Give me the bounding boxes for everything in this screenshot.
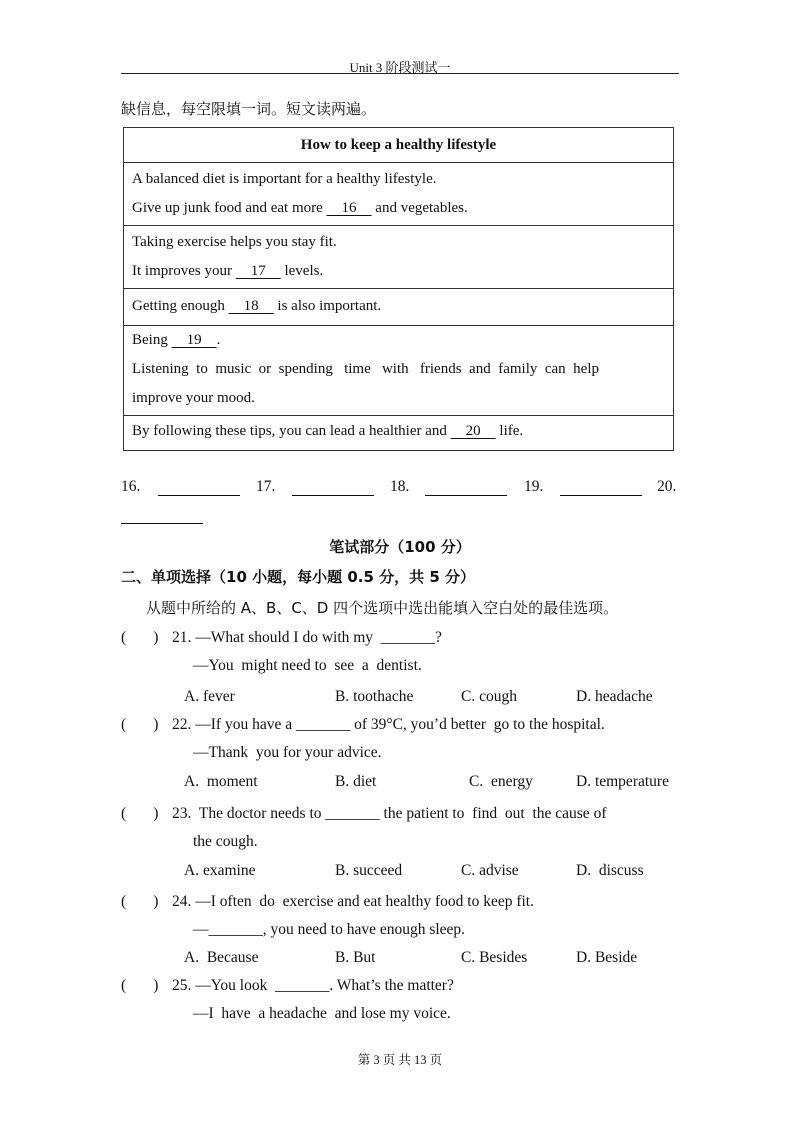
q23-stem-cont: the cough. [193, 833, 258, 850]
q21-option-b: B. toothache [335, 688, 414, 705]
table-row-sleep: Getting enough 18 is also important. [124, 289, 674, 326]
q22-option-c: C. energy [469, 773, 533, 790]
q22-option-d: D. temperature [576, 773, 669, 790]
blank-18: 18 [243, 298, 259, 314]
q22-answer-paren[interactable]: ( ) [121, 716, 159, 733]
answer-label-20: 20. [657, 478, 677, 495]
q22-option-b: B. diet [335, 773, 377, 790]
q24-option-c: C. Besides [461, 949, 528, 966]
answer-label-16: 16. [121, 478, 141, 495]
q24-option-a: A. Because [184, 949, 259, 966]
q24-answer-paren[interactable]: ( ) [121, 893, 159, 910]
answer-blank-19[interactable] [560, 479, 642, 496]
written-section-heading: 笔试部分（100 分） [329, 538, 471, 556]
answer-label-17: 17. [256, 478, 276, 495]
answer-blank-20[interactable] [121, 507, 203, 524]
q23-option-c: C. advise [461, 862, 519, 879]
q21-stem: 21. —What should I do with my _______? [172, 629, 442, 646]
section2-heading: 二、单项选择（10 小题，每小题 0.5 分，共 5 分） [121, 568, 475, 586]
blank-20: 20 [465, 423, 481, 439]
q21-reply: —You might need to see a dentist. [193, 657, 422, 674]
table-row-conclusion: By following these tips, you can lead a healthier and 20 life. [124, 416, 674, 451]
page-footer: 第 3 页 共 13 页 [357, 1053, 443, 1067]
table-title: How to keep a healthy lifestyle [124, 128, 674, 163]
page-header: Unit 3 阶段测试一 [349, 60, 451, 75]
info-table [123, 127, 674, 451]
q22-option-a: A. moment [184, 773, 258, 790]
answer-label-18: 18. [390, 478, 410, 495]
q25-answer-paren[interactable]: ( ) [121, 977, 159, 994]
q24-option-b: B. But [335, 949, 376, 966]
q22-stem: 22. —If you have a _______ of 39°C, you’d better go to the hospital. [172, 716, 605, 733]
q23-option-b: B. succeed [335, 862, 403, 879]
q23-stem: 23. The doctor needs to _______ the patient to find out the cause of [172, 805, 607, 822]
q21-option-a: A. fever [184, 688, 235, 705]
q23-answer-paren[interactable]: ( ) [121, 805, 159, 822]
q22-reply: —Thank you for your advice. [193, 744, 382, 761]
blank-17: 17 [250, 263, 266, 279]
answer-label-19: 19. [524, 478, 544, 495]
answer-blank-17[interactable] [292, 479, 374, 496]
q24-reply: —_______, you need to have enough sleep. [193, 921, 466, 938]
q25-stem: 25. —You look _______. What’s the matter? [172, 977, 454, 994]
q23-option-d: D. discuss [576, 862, 644, 879]
q24-stem: 24. —I often do exercise and eat healthy food to keep fit. [172, 893, 534, 910]
blank-16: 16 [341, 200, 357, 216]
q25-reply: —I have a headache and lose my voice. [193, 1005, 451, 1022]
blank-19: 19 [186, 332, 202, 348]
q21-answer-paren[interactable]: ( ) [121, 629, 159, 646]
q21-option-d: D. headache [576, 688, 653, 705]
answer-blank-18[interactable] [425, 479, 507, 496]
table-row-exercise: Taking exercise helps you stay fit. It improves your 17 levels. [124, 226, 674, 289]
header-rule [121, 73, 679, 74]
q23-option-a: A. examine [184, 862, 256, 879]
table-row-diet: A balanced diet is important for a healthy lifestyle. Give up junk food and eat more 16 and vegetables. [124, 163, 674, 226]
intro-line: 缺信息，每空限填一词。短文读两遍。 [121, 100, 377, 118]
table-row-mood: Being 19 . Listening to music or spending time with friends and family can help improve your mood. [124, 326, 674, 416]
section2-instruction: 从题中所给的 A、B、C、D 四个选项中选出能填入空白处的最佳选项。 [146, 599, 619, 617]
q21-option-c: C. cough [461, 688, 517, 705]
answer-blank-16[interactable] [158, 479, 240, 496]
q24-option-d: D. Beside [576, 949, 638, 966]
